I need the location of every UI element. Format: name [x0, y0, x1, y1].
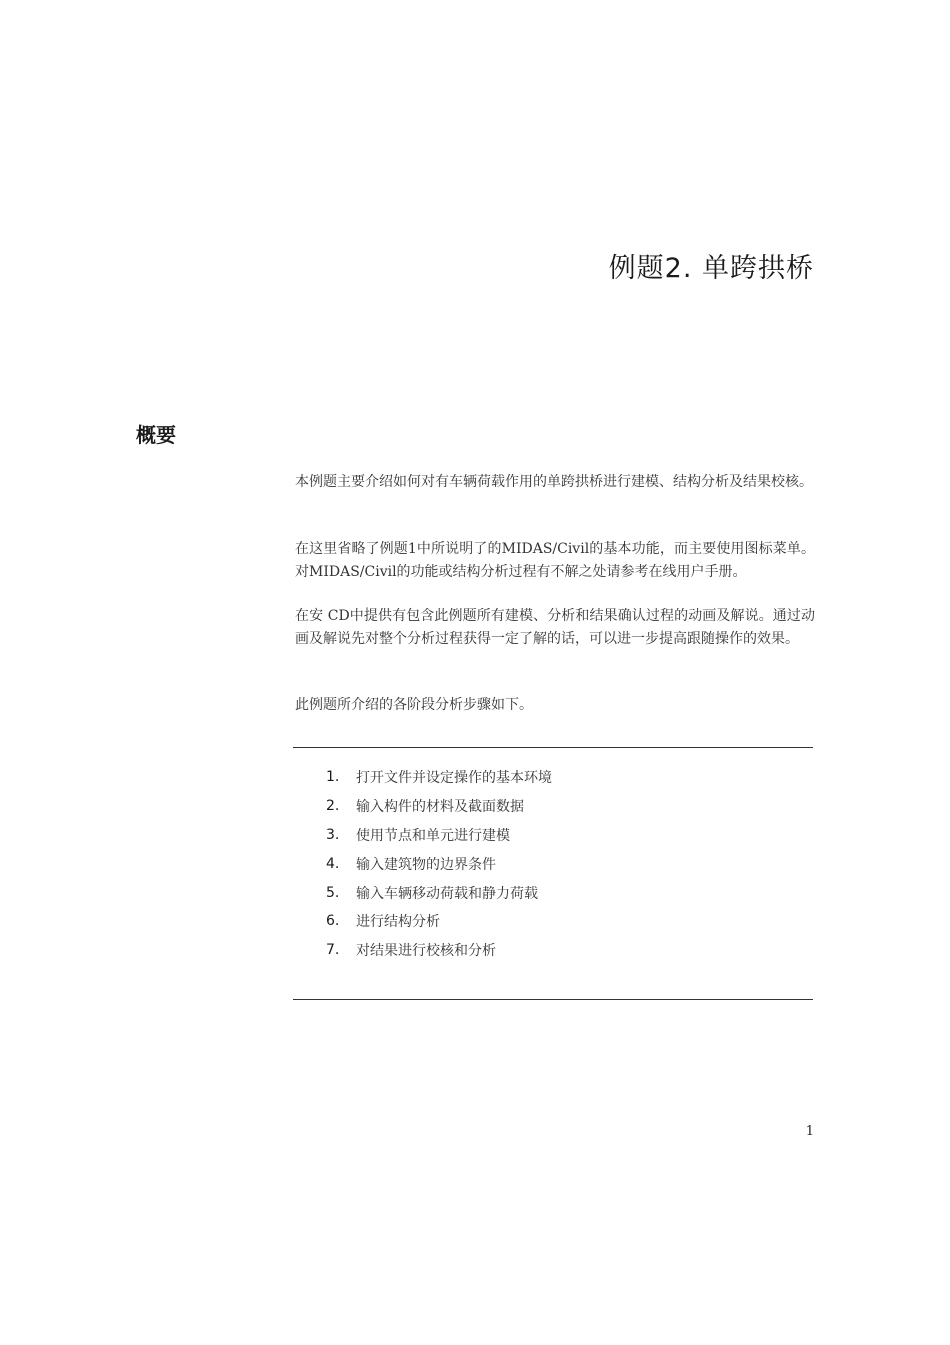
step-number: 1. — [326, 769, 340, 786]
step-text: 打开文件并设定操作的基本环境 — [356, 770, 552, 787]
step-text: 使用节点和单元进行建模 — [356, 827, 510, 844]
step-text: 输入车辆移动荷载和静力荷载 — [356, 885, 538, 902]
section-heading-overview: 概要 — [136, 423, 176, 447]
step-text: 对结果进行校核和分析 — [356, 943, 496, 960]
step-number: 7. — [326, 942, 340, 959]
step-number: 6. — [326, 913, 340, 930]
scope-paragraph: 在这里省略了例题1中所说明了的MIDAS/Civil的基本功能，而主要使用图标菜单。对MIDAS/Civil的功能或结构分析过程有不解之处请参考在线用户手册。 — [295, 541, 815, 580]
top-divider — [293, 747, 813, 748]
step-text: 输入构件的材料及截面数据 — [356, 799, 524, 816]
list-item — [326, 878, 552, 907]
list-item — [326, 792, 552, 821]
analysis-steps-list — [326, 763, 552, 965]
step-text: 输入建筑物的边界条件 — [356, 856, 496, 873]
bottom-divider — [293, 999, 813, 1000]
list-item — [326, 849, 552, 878]
list-item — [326, 936, 552, 965]
step-number: 2. — [326, 798, 340, 815]
intro-paragraph: 本例题主要介绍如何对有车辆荷载作用的单跨拱桥进行建模、结构分析及结果校核。 — [295, 474, 813, 490]
step-text: 进行结构分析 — [356, 914, 440, 931]
cd-animation-paragraph: 在安 CD中提供有包含此例题所有建模、分析和结果确认过程的动画及解说。通过动画及解说先对整个分析过程获得一定了解的话，可以进一步提高跟随操作的效果。 — [295, 608, 815, 647]
step-number: 3. — [326, 826, 340, 843]
list-item — [326, 763, 552, 792]
steps-intro-paragraph: 此例题所介绍的各阶段分析步骤如下。 — [295, 697, 533, 713]
page-number: 1 — [805, 1124, 814, 1139]
step-number: 5. — [326, 884, 340, 901]
list-item — [326, 907, 552, 936]
step-number: 4. — [326, 855, 340, 872]
page-title: 例题2. 单跨拱桥 — [608, 253, 814, 284]
list-item — [326, 821, 552, 850]
